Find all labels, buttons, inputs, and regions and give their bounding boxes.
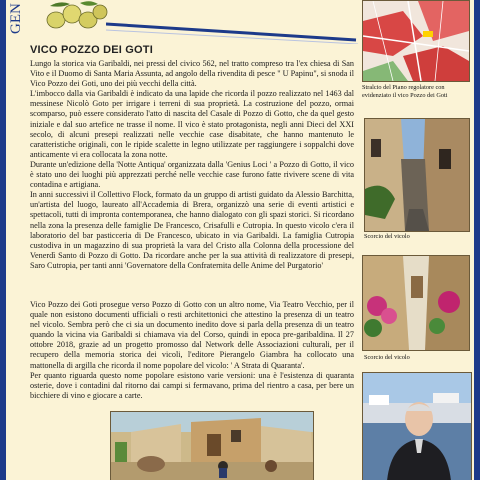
- painting-illustration: [110, 411, 314, 480]
- alley-photo-2: [362, 255, 470, 351]
- paragraph: Lungo la storica via Garibaldi, nei pressi del civico 562, nel tratto compreso tra l'ex chiesa di San Vito e il Duomo di Santa Maria Assunta, ad angolo della rivendita di pesce " U Papinu", si snoda il Vico Pozzo dei Goti, uno dei più vecchi della città.: [30, 59, 354, 89]
- photo-caption-2: Scorcio del vicolo: [364, 354, 410, 361]
- paragraph: Durante un'edizione della 'Notte Antiqua' organizzata dalla 'Genius Loci ' a Pozzo di Gotto, il vico è stato uno dei luoghi più apprezzati perché nelle vecchie case furono fatte rivivere scene di vita contadina e artigiana.: [30, 159, 354, 190]
- paragraph: L'imbocco dalla via Garibaldi è indicato da una lapide che ricorda il pozzo realizzato nel 1463 dal messinese Nicolò Goto per irrigare i terreni di sua proprietà. La costruzione del pozzo, ormai scomparso, può essere considerato l'atto di nascita del Casale di Pozzo di Gotto, che da quel gesto iniziale e dal suo artefice ne trasse il nome. Il vico è stato protagonista, negli anni Dieci del XXI secolo, di alcuni presepi realizzati nelle vecchie case disabitate, che hanno mantenuto le caratteristiche originali, con le ripide scalette in legno utilizzate per raggiungere i soppalchi dove anticamente vi era collocata la zona notte.: [30, 89, 354, 159]
- portrait-harbor-photo: [362, 372, 472, 480]
- paragraph: Vico Pozzo dei Goti prosegue verso Pozzo di Gotto con un altro nome, Via Teatro Vecchio, per il quale non esistono documenti ufficiali o resti architettonici che attestino la presenza di un teatro nel vicolo. Sembra però che ci sia un documento inedito dove si parla della presenza di un teatro quando la vicina via Garibaldi si chiamava via del Corso, quindi in epoca pre-garibaldina. Il 27 ottobre 2018, grazie ad un progetto promosso dal Network delle Associazioni culturali, per il recupero della memoria storica dei vicoli, l'editore Pierangelo Giambra ha collocato una mattonella di argilla che ricorda il nome popolare del vicolo: ' A Strata di Quaranta'.: [30, 300, 354, 370]
- document-page: [6, 0, 474, 480]
- paragraph: Per quanto riguarda questo nome popolare esistono varie versioni: una è l'esistenza di quaranta osterie, dove i contadini dal ritorno dai campi si fermavano, prima del rientro a casa, per bere un bicchiere di vino e giocare a carte.: [30, 370, 354, 400]
- article-body-bottom: [30, 300, 354, 401]
- page-title: VICO POZZO DEI GOTI: [30, 44, 153, 56]
- map-caption: Stralcio del Piano regolatore con evidenziato il vico Pozzo dei Goti: [362, 84, 448, 99]
- right-image-column: [362, 0, 474, 480]
- paragraph: In anni successivi il Collettivo Flock, formato da un gruppo di artisti guidato da Alessio Barchitta, un'artista del luogo, laureato all'Accademia di Brera, organizzò una serie di eventi artistici e spettacoli, tutti di impronta contemporanea, che hanno dialogato con gli spazi storici. Si ricordano nella zona la presenza delle famiglie De Francesco, Crisafulli e Cutropia. In questo vicolo c'era il laboratorio del bar pasticceria di De Francesco, ubicato in via Garibaldi. La famiglia Cutropia custodiva in un magazzino di sua proprietà la vara del Cristo alla Colonna della processione del Venerdì Santo di Pozzo di Gotto. Da ricordare anche per la sua attività di realizzatore di presepi, Saro Cutropia, per tanti anni 'Governatore della Confraternita delle Anime del Purgatorio': [30, 190, 354, 270]
- header-word-fragment: GEN: [8, 3, 24, 34]
- article-body-top: [30, 59, 354, 271]
- alley-photo-1: [364, 118, 470, 232]
- photo-caption-1: Scorcio del vicolo: [364, 233, 410, 240]
- city-plan-map-image: [362, 0, 470, 82]
- decorative-blue-stripe: [106, 14, 366, 44]
- lemon-logo-illustration: [42, 0, 110, 32]
